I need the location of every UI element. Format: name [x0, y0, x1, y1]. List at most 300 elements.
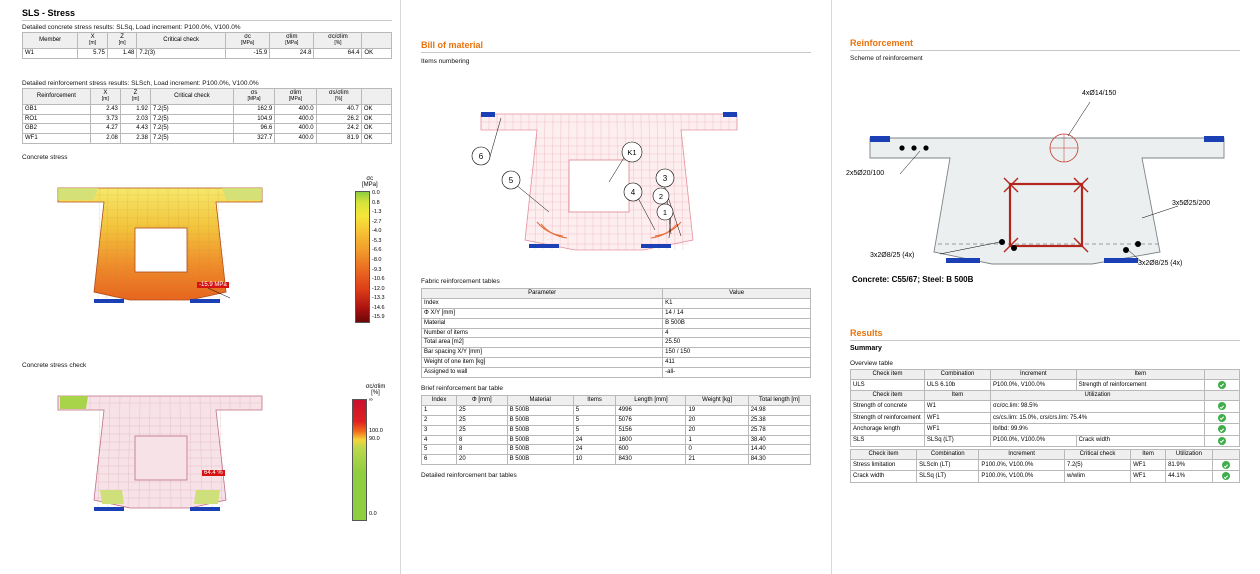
cross-section-stress-svg — [30, 170, 290, 320]
column-sls-stress — [0, 0, 401, 574]
reinforcement-title: Reinforcement — [850, 38, 914, 48]
cell-total-length: 14.40 — [748, 445, 810, 455]
th-z: Z [m] — [107, 33, 137, 49]
legend-stress-check — [352, 384, 399, 521]
cell-utilization: cs/cs.lim: 15.0%, crs/crs.lim: 75.4% — [991, 412, 1205, 423]
reinforcement-header-block — [850, 38, 1240, 51]
section-void — [135, 436, 187, 480]
cell-status — [1204, 401, 1239, 412]
cell-total-length: 38.40 — [748, 435, 810, 445]
stress-peak-label: -15.9 MPa — [199, 282, 227, 288]
svg-text:4: 4 — [630, 188, 636, 197]
reinforcement-scheme-svg — [842, 66, 1252, 276]
legend-tick: -9.3 — [372, 266, 382, 273]
cell-items: 5 — [573, 425, 616, 435]
cell-reinforcement: RO1 — [23, 114, 91, 124]
cell-z: 4.43 — [120, 124, 150, 134]
cell-length: 5156 — [616, 425, 686, 435]
cell-critical: 7.2(5) — [150, 124, 233, 134]
legend-concrete-stress — [355, 176, 385, 323]
table-row — [422, 318, 811, 328]
table-row — [23, 104, 392, 114]
support-topleft — [870, 136, 890, 142]
svg-text:3: 3 — [662, 174, 668, 183]
th-utilization: Utilization — [1166, 450, 1213, 460]
concrete-stress-table — [22, 32, 392, 59]
cell-item: Crack width — [1076, 435, 1204, 446]
legend-tick: -6.6 — [372, 247, 382, 254]
reinforcement-stress-table-wrap — [22, 88, 392, 144]
results-title: Results — [850, 328, 883, 338]
support-topright — [1204, 136, 1224, 142]
cell-value: 25.50 — [663, 338, 811, 348]
scheme-caption: Scheme of reinforcement — [850, 55, 923, 62]
table-row — [851, 435, 1240, 446]
cell-length: 8430 — [616, 455, 686, 465]
legend-tick: 90.0 — [369, 436, 380, 442]
cell-material: B 500B — [507, 435, 573, 445]
cell-total-length: 24.98 — [748, 405, 810, 415]
cell-sigma-lim: 400.0 — [275, 134, 316, 144]
th-total-length: Total length [m] — [748, 396, 810, 406]
support-left — [94, 299, 124, 303]
cell-weight: 19 — [686, 405, 748, 415]
svg-text:K1: K1 — [627, 148, 637, 157]
cell-status — [1212, 460, 1239, 471]
cell-member: W1 — [23, 48, 78, 58]
cell-index: 3 — [422, 425, 457, 435]
legend-tick: -2.7 — [372, 218, 382, 225]
cell-weight: 21 — [686, 455, 748, 465]
cell-diameter: 25 — [457, 405, 508, 415]
reinforcement-rows — [23, 104, 392, 144]
table-row — [851, 424, 1240, 435]
cell-increment: P100.0%, V100.0% — [991, 379, 1077, 390]
status-ok-icon — [1218, 437, 1226, 445]
cell-check-item: SLS — [851, 435, 925, 446]
th-check-item: Check item — [851, 370, 925, 380]
results-rule — [850, 340, 1240, 341]
table-header-row — [851, 391, 1240, 401]
brief-table-wrap — [421, 395, 811, 465]
zone-low-left — [58, 188, 98, 200]
legend-tick: 0.8 — [372, 199, 380, 206]
cell-param: Φ X/Y [mm] — [422, 308, 663, 318]
svg-text:1: 1 — [662, 208, 668, 217]
cell-value: 150 / 150 — [663, 348, 811, 358]
legend-ticks — [369, 399, 399, 519]
th-sigma-s: σs [MPa] — [233, 89, 274, 105]
cell-total-length: 84.30 — [748, 455, 810, 465]
th-increment: Increment — [991, 370, 1077, 380]
cell-status: OK — [361, 134, 391, 144]
cell-param: Total area [m2] — [422, 338, 663, 348]
label-bottom-right-stirrups: 3x2Ø8/25 (4x) — [1138, 260, 1183, 267]
th-check-item: Check item — [851, 391, 925, 401]
legend-tick: 0.0 — [372, 190, 380, 196]
cell-check-item: Strength of concrete — [851, 401, 925, 412]
cell-x: 4.27 — [90, 124, 120, 134]
utilization-peak-label: 64.4 % — [204, 470, 223, 476]
cell-check-item: Anchorage length — [851, 424, 925, 435]
table-row — [422, 415, 811, 425]
concrete-stress-caption: Detailed concrete stress results: SLSq, Load increment: P100.0%, V100.0% — [22, 24, 241, 31]
cell-param: Material — [422, 318, 663, 328]
label-left-bars: 2x5Ø20/100 — [846, 170, 885, 177]
cell-x: 2.08 — [90, 134, 120, 144]
material-line: Concrete: C55/67; Steel: B 500B — [852, 275, 974, 284]
table-row — [23, 124, 392, 134]
svg-text:6: 6 — [478, 152, 484, 161]
cross-section-check-svg — [30, 378, 290, 523]
table-header-row — [422, 396, 811, 406]
table-header-row — [422, 289, 811, 299]
legend-color-bar — [352, 399, 367, 521]
cell-x: 3.73 — [90, 114, 120, 124]
legend-tick: -8.0 — [372, 256, 382, 263]
cell-reinforcement: WF1 — [23, 134, 91, 144]
column-bill-of-material — [401, 0, 832, 574]
legend-unit: [%] — [371, 390, 380, 396]
legend-ticks — [372, 191, 385, 321]
cell-items: 24 — [573, 445, 616, 455]
cell-weight: 1 — [686, 435, 748, 445]
column-reinforcement-results — [832, 0, 1260, 574]
table-row — [422, 298, 811, 308]
legend-tick: -12.0 — [372, 285, 385, 292]
legend-tick: -5.3 — [372, 237, 382, 244]
table-row — [422, 455, 811, 465]
label-top-mesh: 4xØ14/150 — [1082, 90, 1117, 97]
leader-top — [1068, 102, 1090, 136]
th-critical-check: Critical check — [137, 33, 226, 49]
cell-material: B 500B — [507, 445, 573, 455]
table-row — [851, 412, 1240, 423]
cell-sigma-lim: 400.0 — [275, 114, 316, 124]
cell-item: W1 — [924, 401, 990, 412]
figure-stress-check — [30, 378, 290, 523]
numbering-svg — [419, 72, 819, 272]
table-row — [422, 368, 811, 378]
cell-status — [1204, 435, 1239, 446]
cell-length: 1600 — [616, 435, 686, 445]
cell-z: 1.48 — [107, 48, 137, 58]
th-combination: Combination — [917, 450, 979, 460]
th-status — [361, 89, 391, 105]
th-weight: Weight [kg] — [686, 396, 748, 406]
table-row — [422, 435, 811, 445]
th-sigma-lim: σlim [MPa] — [275, 89, 316, 105]
brief-reinforcement-bar-table — [421, 395, 811, 465]
label-bottom-left-stirrups: 3x2Ø8/25 (4x) — [870, 252, 915, 259]
support-left — [529, 244, 559, 248]
fabric-table-caption: Fabric reinforcement tables — [421, 278, 500, 285]
reinforcement-rule — [850, 50, 1240, 51]
cell-increment: P100.0%, V100.0% — [979, 460, 1065, 471]
overview-caption: Overview table — [850, 360, 893, 367]
th-item: Item — [924, 391, 990, 401]
overview-detail-rows — [851, 460, 1240, 483]
brief-table-caption: Brief reinforcement bar table — [421, 385, 504, 392]
figure-concrete-stress-title: Concrete stress — [22, 154, 68, 161]
zone-util-top-left — [60, 396, 88, 409]
cell-param: Index — [422, 298, 663, 308]
th-x: X [m] — [90, 89, 120, 105]
figure-reinforcement-scheme — [842, 66, 1252, 276]
sls-header-block — [22, 8, 392, 21]
support-left — [946, 258, 980, 263]
status-ok-icon — [1218, 402, 1226, 410]
cell-status — [1204, 379, 1239, 390]
cell-x: 5.75 — [78, 48, 108, 58]
cell-item: Strength of reinforcement — [1076, 379, 1204, 390]
support-topright — [723, 112, 737, 117]
support-topleft — [481, 112, 495, 117]
cell-diameter: 25 — [457, 415, 508, 425]
legend-tick: 0.0 — [369, 511, 377, 517]
table-row — [851, 401, 1240, 412]
items-numbering-caption: Items numbering — [421, 58, 470, 65]
cell-critical: 7.2(5) — [150, 134, 233, 144]
th-combination: Combination — [924, 370, 990, 380]
cell-z: 1.92 — [120, 104, 150, 114]
th-item: Item — [1131, 450, 1166, 460]
cell-param: Assigned to wall — [422, 368, 663, 378]
cell-sigma-s: 162.9 — [233, 104, 274, 114]
cell-weight: 20 — [686, 425, 748, 435]
cell-index: 4 — [422, 435, 457, 445]
cell-critical: 7.2(3) — [137, 48, 226, 58]
cell-check-item: Stress limitation — [851, 460, 917, 471]
cell-sigma-s: 96.6 — [233, 124, 274, 134]
table-row — [851, 379, 1240, 390]
zone-util-bottom-right — [194, 490, 220, 504]
cell-items: 5 — [573, 405, 616, 415]
table-row — [422, 358, 811, 368]
th-items: Items — [573, 396, 616, 406]
cell-length: 5076 — [616, 415, 686, 425]
table-row — [23, 134, 392, 144]
support-right — [1104, 258, 1138, 263]
brief-rows — [422, 405, 811, 464]
cell-index: 6 — [422, 455, 457, 465]
svg-text:5: 5 — [508, 176, 514, 185]
th-status — [1204, 370, 1239, 380]
th-status — [1212, 450, 1239, 460]
th-status — [362, 33, 392, 49]
cell-status: OK — [361, 124, 391, 134]
cell-combination: ULS 6.10b — [924, 379, 990, 390]
cell-combination: SLSq (LT) — [924, 435, 990, 446]
cell-index: 1 — [422, 405, 457, 415]
legend-tick: -15.9 — [372, 314, 385, 321]
th-critical-check: Critical check — [1064, 450, 1130, 460]
legend-color-bar — [355, 191, 370, 323]
table-row — [422, 348, 811, 358]
cell-utilization: 81.9% — [1166, 460, 1213, 471]
th-material: Material — [507, 396, 573, 406]
section-void — [135, 228, 187, 272]
table-header-row — [851, 450, 1240, 460]
table-row — [23, 48, 392, 58]
support-right — [641, 244, 671, 248]
status-ok-icon — [1222, 461, 1230, 469]
svg-text:2: 2 — [658, 192, 664, 201]
cell-ratio: 64.4 — [314, 48, 362, 58]
cell-status — [1212, 471, 1239, 482]
cell-value: 4 — [663, 328, 811, 338]
cell-param: Bar spacing X/Y [mm] — [422, 348, 663, 358]
cell-diameter: 20 — [457, 455, 508, 465]
fabric-table-wrap — [421, 288, 811, 378]
th-increment: Increment — [979, 450, 1065, 460]
summary-title: Summary — [850, 345, 882, 352]
cell-items: 5 — [573, 415, 616, 425]
cell-item: WF1 — [1131, 460, 1166, 471]
table-header-row — [23, 89, 392, 105]
bom-header-block — [421, 40, 811, 53]
support-left — [94, 507, 124, 511]
th-ratio: σs/σlim [%] — [316, 89, 361, 105]
cell-sigma-lim: 400.0 — [275, 124, 316, 134]
cell-sigma-c: -15.9 — [225, 48, 269, 58]
reinforcement-stress-table — [22, 88, 392, 144]
figure-stress-check-title: Concrete stress check — [22, 362, 87, 369]
overview-table-wrap — [850, 369, 1240, 483]
cell-ratio: 26.2 — [316, 114, 361, 124]
results-header-block — [850, 328, 1240, 341]
status-ok-icon — [1218, 414, 1226, 422]
table-row — [422, 328, 811, 338]
cell-status: OK — [361, 114, 391, 124]
th-z: Z [m] — [120, 89, 150, 105]
title-rule — [22, 20, 392, 21]
table-row — [422, 405, 811, 415]
figure-items-numbering — [419, 72, 819, 272]
section-void — [569, 160, 629, 212]
cell-index: 2 — [422, 415, 457, 425]
cell-item: WF1 — [924, 412, 990, 423]
cell-check-item: Strength of reinforcement — [851, 412, 925, 423]
cell-ratio: 24.2 — [316, 124, 361, 134]
label-right-bars: 3x5Ø25/200 — [1172, 200, 1211, 207]
th-length: Length [mm] — [616, 396, 686, 406]
cell-sigma-lim: 24.8 — [270, 48, 314, 58]
th-diameter: Φ [mm] — [457, 396, 508, 406]
cell-check-item: ULS — [851, 379, 925, 390]
cell-status: OK — [362, 48, 392, 58]
table-row — [851, 460, 1240, 471]
bom-title: Bill of material — [421, 40, 484, 50]
bom-rule — [421, 52, 811, 53]
cell-ratio: 40.7 — [316, 104, 361, 114]
cell-items: 24 — [573, 435, 616, 445]
cell-sigma-s: 327.7 — [233, 134, 274, 144]
cell-reinforcement: GB2 — [23, 124, 91, 134]
th-reinforcement: Reinforcement — [23, 89, 91, 105]
cell-utilization: σc/σc.lim: 98.5% — [991, 401, 1205, 412]
table-row — [23, 114, 392, 124]
cell-critical: 7.2(5) — [150, 104, 233, 114]
cell-value: 411 — [663, 358, 811, 368]
table-row — [851, 471, 1240, 482]
detailed-bar-tables-caption: Detailed reinforcement bar tables — [421, 472, 517, 479]
cell-items: 10 — [573, 455, 616, 465]
th-status — [1204, 391, 1239, 401]
th-critical-check: Critical check — [150, 89, 233, 105]
cell-critical: 7.2(5) — [150, 114, 233, 124]
legend-tick: -13.3 — [372, 295, 385, 302]
table-header-row — [851, 370, 1240, 380]
fabric-reinforcement-table — [421, 288, 811, 378]
figure-concrete-stress — [30, 170, 290, 320]
cell-sigma-lim: 400.0 — [275, 104, 316, 114]
cell-param: Weight of one item [kg] — [422, 358, 663, 368]
cell-total-length: 25.78 — [748, 425, 810, 435]
cell-reinforcement: GB1 — [23, 104, 91, 114]
cell-z: 2.38 — [120, 134, 150, 144]
support-right — [190, 299, 220, 303]
legend-title: σc/σlim — [365, 384, 386, 390]
table-header-row — [23, 33, 392, 49]
table-row — [422, 425, 811, 435]
cell-material: B 500B — [507, 415, 573, 425]
table-row — [422, 308, 811, 318]
cell-diameter: 8 — [457, 435, 508, 445]
th-check-item: Check item — [851, 450, 917, 460]
cell-material: B 500B — [507, 405, 573, 415]
cell-value: K1 — [663, 298, 811, 308]
legend-tick: -10.6 — [372, 276, 385, 283]
th-x: X [m] — [78, 33, 108, 49]
cell-total-length: 25.38 — [748, 415, 810, 425]
cell-increment: P100.0%, V100.0% — [991, 435, 1077, 446]
cell-sigma-s: 104.9 — [233, 114, 274, 124]
cell-x: 2.43 — [90, 104, 120, 114]
legend-unit: [MPa] — [361, 182, 378, 188]
cell-weight: 0 — [686, 445, 748, 455]
overview-detail-table — [850, 449, 1240, 483]
overview-table — [850, 369, 1240, 447]
cell-status — [1204, 424, 1239, 435]
legend-tick: 100.0 — [369, 428, 383, 434]
cell-diameter: 25 — [457, 425, 508, 435]
cell-param: Number of items — [422, 328, 663, 338]
status-ok-icon — [1222, 472, 1230, 480]
cell-item: WF1 — [1131, 471, 1166, 482]
cell-utilization: 44.1% — [1166, 471, 1213, 482]
cell-utilization: lb/lbd: 99.9% — [991, 424, 1205, 435]
cell-length: 4996 — [616, 405, 686, 415]
cell-critical-check: 7.2(5) — [1064, 460, 1130, 471]
cell-index: 5 — [422, 445, 457, 455]
cell-item: WF1 — [924, 424, 990, 435]
th-member: Member — [23, 33, 78, 49]
legend-tick: -1.3 — [372, 209, 382, 216]
cell-z: 2.03 — [120, 114, 150, 124]
cell-ratio: 81.9 — [316, 134, 361, 144]
status-ok-icon — [1218, 381, 1226, 389]
th-parameter: Parameter — [422, 289, 663, 299]
legend-tick: -14.6 — [372, 304, 385, 311]
zone-util-bottom-left — [100, 490, 124, 504]
th-value: Value — [663, 289, 811, 299]
cell-status: OK — [361, 104, 391, 114]
cell-material: B 500B — [507, 455, 573, 465]
support-right — [190, 507, 220, 511]
legend-tick: -4.0 — [372, 228, 382, 235]
cell-combination: SLScln (LT) — [917, 460, 979, 471]
